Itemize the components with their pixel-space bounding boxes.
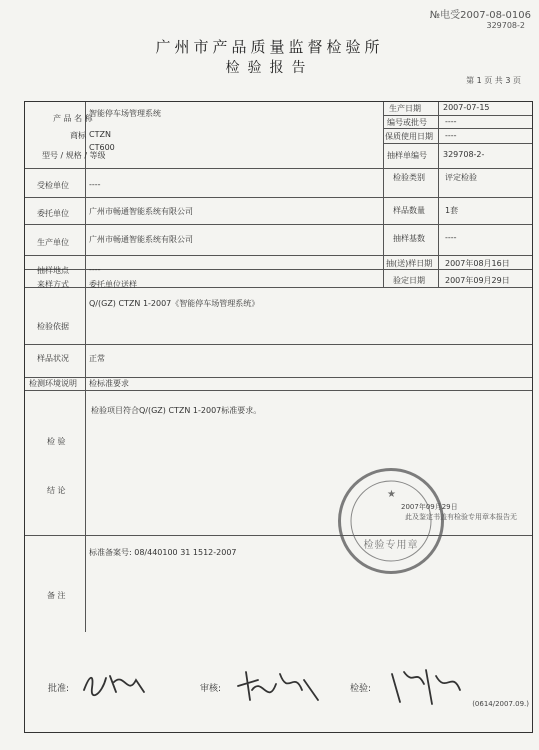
completion-date-label: 验定日期 — [393, 276, 425, 285]
inspection-type-value: 评定检验 — [445, 173, 477, 182]
divider — [25, 197, 532, 198]
page-info: 第 1 页 共 3 页 — [466, 76, 521, 85]
report-number: 329708-2 — [486, 21, 525, 30]
conclusion-value: 检验项目符合Q/(GZ) CTZN 1-2007标准要求。 — [91, 406, 262, 415]
sample-doc-label: 抽样单编号 — [387, 151, 427, 160]
method-label: 来样方式 — [37, 280, 69, 289]
conclusion-label-1: 检 验 — [47, 437, 66, 446]
sample-base-value: ---- — [445, 233, 457, 242]
sample-status-label: 样品状况 — [37, 354, 69, 363]
divider — [25, 390, 532, 391]
sample-base-label: 抽样基数 — [393, 234, 425, 243]
inspection-form — [24, 101, 533, 733]
model-value: CT600 — [89, 143, 115, 152]
divider — [25, 344, 532, 345]
divider — [25, 269, 532, 270]
trademark-value: CTZN — [89, 130, 111, 139]
seal-center-text: 检验专用章 — [363, 540, 419, 551]
serial-label: 编号或批号 — [387, 118, 427, 127]
producer-value: 广州市畅通智能系统有限公司 — [89, 235, 193, 244]
environment-value: 检标准要求 — [89, 379, 129, 388]
reviewer-signature — [232, 666, 324, 710]
divider — [25, 224, 532, 225]
approver-signature — [80, 670, 150, 698]
basis-label: 检验依据 — [37, 322, 69, 331]
seal-note: 此及鉴定书盖有检验专用章本报告无 — [405, 513, 517, 521]
trademark-label: 商标 — [70, 131, 86, 140]
sampling-date-label: 抽(送)样日期 — [386, 259, 433, 268]
sample-doc-value: 329708-2- — [443, 150, 485, 159]
divider — [25, 535, 532, 536]
conclusion-label-2: 结 论 — [47, 486, 66, 495]
shelf-life-label: 保质使用日期 — [385, 132, 433, 141]
product-name-value: 智能停车场管理系统 — [89, 109, 161, 118]
divider — [25, 255, 532, 256]
client-label: 委托单位 — [37, 209, 69, 218]
sample-qty-label: 样品数量 — [393, 206, 425, 215]
completion-date-value: 2007年09月29日 — [445, 276, 510, 285]
star-icon: ★ — [387, 489, 396, 500]
inspected-unit-value: ---- — [89, 180, 101, 189]
divider — [85, 102, 86, 632]
report-title: 检验报告 — [225, 60, 314, 76]
remarks-value: 标准备案号: 08/440100 31 1512-2007 — [89, 548, 237, 557]
reviewer-label: 审核: — [200, 684, 222, 694]
shelf-life-value: ---- — [445, 131, 457, 140]
divider — [25, 168, 532, 169]
basis-value: Q/(GZ) CTZN 1-2007《智能停车场管理系统》 — [89, 299, 260, 308]
divider — [438, 102, 439, 287]
product-name-label: 产 品 名 称 — [53, 114, 93, 123]
sampling-place-label: 抽样地点 — [37, 266, 69, 275]
sampling-place-value: ---- — [89, 265, 101, 274]
remarks-label: 备 注 — [47, 591, 66, 600]
model-label: 型号 / 规格 / 等级 — [42, 151, 106, 160]
method-value: 委托单位送样 — [89, 280, 137, 289]
divider — [383, 128, 532, 129]
footer-code: (0614/2007.09.) — [472, 700, 529, 708]
environment-label: 检测环境说明 — [29, 379, 77, 388]
inspector-label: 检验: — [350, 684, 372, 694]
divider — [383, 115, 532, 116]
sampling-date-value: 2007年08月16日 — [445, 259, 510, 268]
sample-status-value: 正常 — [89, 354, 105, 363]
divider — [383, 143, 532, 144]
producer-label: 生产单位 — [37, 238, 69, 247]
inspected-unit-label: 受检单位 — [37, 181, 69, 190]
institute-title: 广州市产品质量监督检验所 — [155, 38, 384, 56]
production-date-value: 2007-07-15 — [443, 103, 490, 112]
serial-value: ---- — [445, 117, 457, 126]
divider — [383, 102, 384, 287]
client-value: 广州市畅通智能系统有限公司 — [89, 207, 193, 216]
approver-label: 批准: — [48, 684, 70, 694]
seal-date: 2007年09月29日 — [401, 503, 458, 511]
production-date-label: 生产日期 — [389, 104, 421, 113]
receipt-stamp: №电受2007-08-0106 — [429, 10, 531, 21]
inspector-signature — [386, 664, 466, 708]
sample-qty-value: 1套 — [445, 206, 459, 215]
inspection-type-label: 检验类别 — [393, 173, 425, 182]
